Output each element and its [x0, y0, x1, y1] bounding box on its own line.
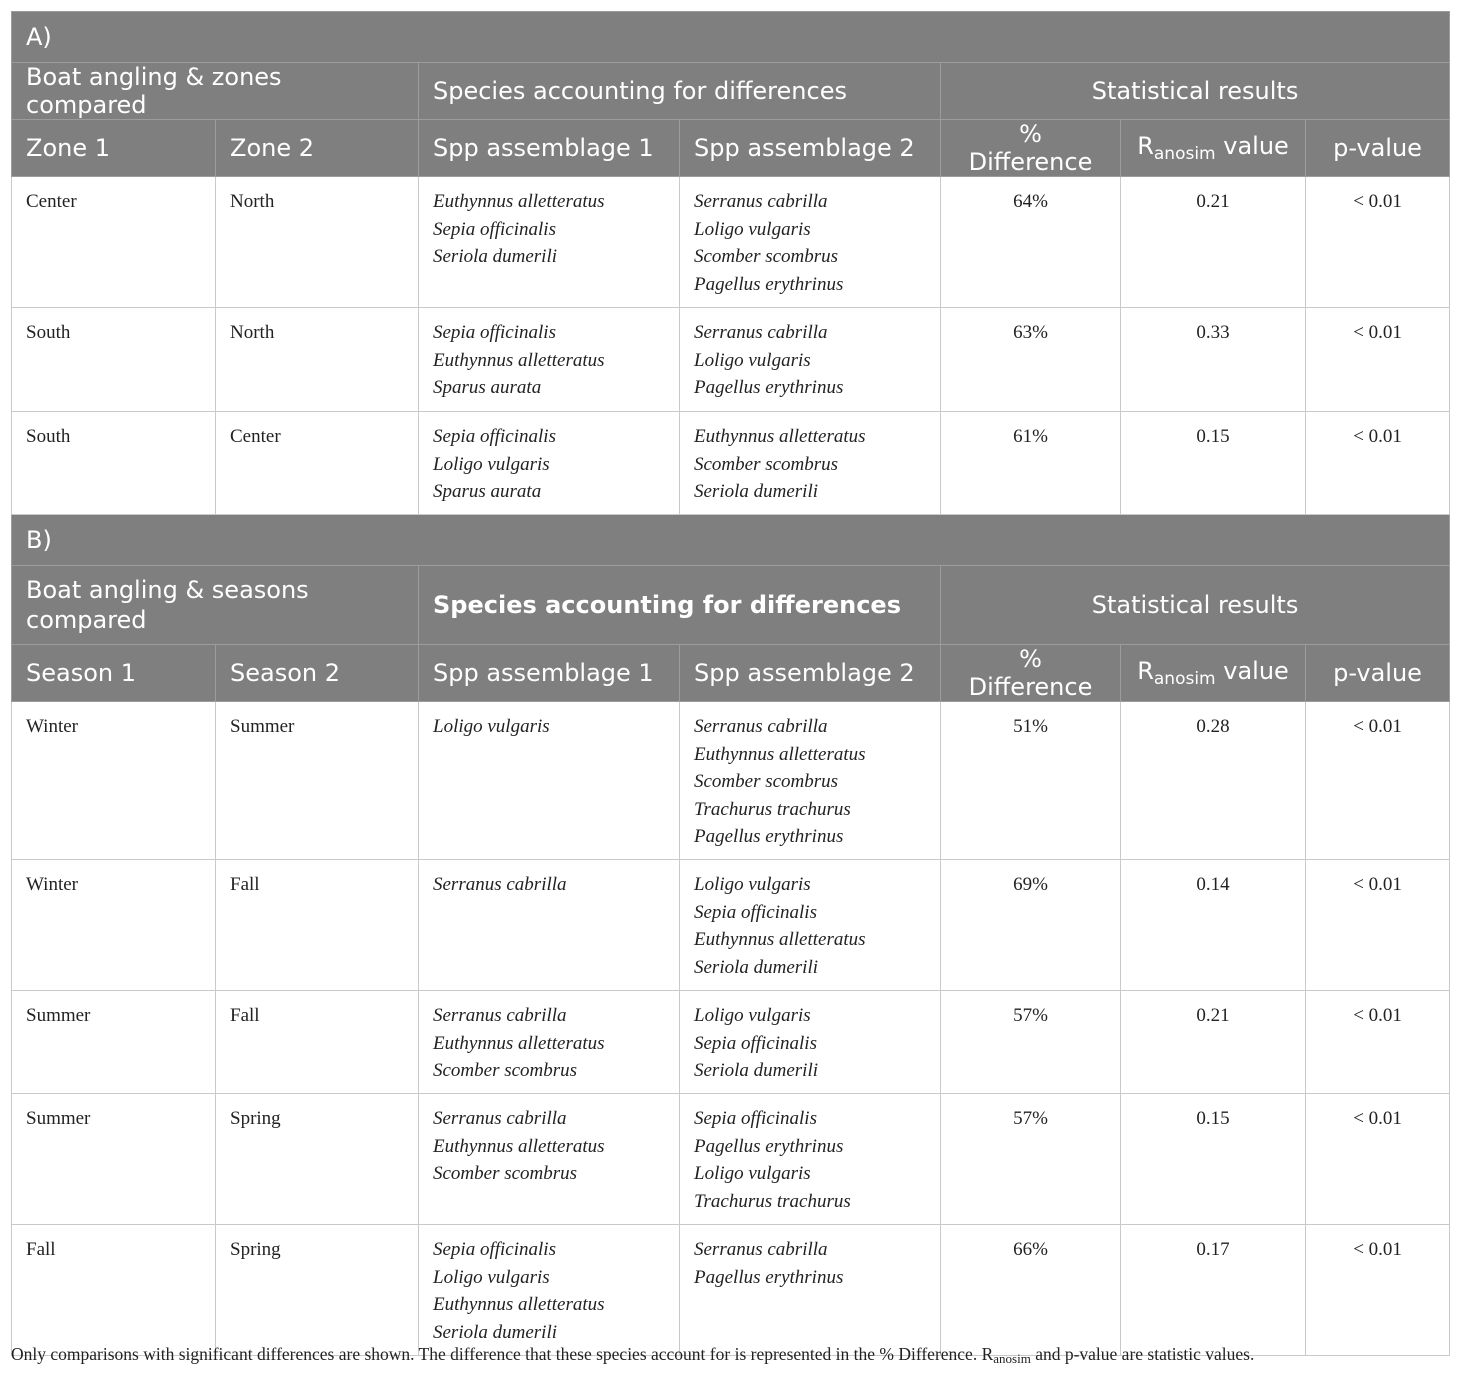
cell-ranosim: 0.15 — [1121, 412, 1306, 515]
species-name: Loligo vulgaris — [694, 1163, 811, 1184]
species-name: Euthynnus alletteratus — [694, 929, 866, 950]
cell-group-1: Center — [12, 177, 216, 308]
species-name: Scomber scombrus — [694, 453, 839, 475]
cell-spp-assemblage-1 — [419, 412, 680, 515]
species-name: Pagellus erythrinus — [694, 377, 844, 398]
species-name: Sepia officinalis — [694, 1032, 817, 1054]
section-b-label: B) — [12, 515, 1450, 566]
species-name: Serranus cabrilla — [433, 1108, 567, 1129]
group-header-species: Species accounting for differences — [419, 566, 941, 645]
species-name: Loligo vulgaris — [694, 1005, 811, 1026]
cell-spp-assemblage-2 — [680, 860, 941, 991]
cell-ranosim: 0.21 — [1121, 177, 1306, 308]
group-header-stats: Statistical results — [941, 566, 1450, 645]
col-header-ranosim: $R_{anosim}$ value — [1121, 120, 1306, 177]
cell-p-value: < 0.01 — [1306, 1225, 1450, 1356]
cell-spp-assemblage-2 — [680, 1225, 941, 1356]
cell-group-1: Fall — [12, 1225, 216, 1356]
cell-group-2: North — [216, 308, 419, 412]
cell-difference: 57% — [941, 991, 1121, 1094]
species-name: Loligo vulgaris — [433, 453, 550, 475]
species-name: Serranus cabrilla — [694, 1239, 828, 1260]
species-name: Sparus aurata — [433, 377, 542, 398]
table-row — [12, 412, 1450, 515]
results-table — [11, 11, 1450, 1356]
table-row — [12, 702, 1450, 860]
cell-spp-assemblage-1 — [419, 177, 680, 308]
cell-p-value: < 0.01 — [1306, 702, 1450, 860]
cell-group-2: Center — [216, 412, 419, 515]
group-header-species: Species accounting for differences — [419, 63, 941, 120]
species-name: Trachurus trachurus — [694, 1190, 851, 1212]
species-name: Loligo vulgaris — [433, 1266, 550, 1288]
cell-difference: 51% — [941, 702, 1121, 860]
species-name: Serranus cabrilla — [694, 191, 828, 212]
cell-spp-assemblage-2 — [680, 412, 941, 515]
cell-spp-assemblage-2 — [680, 308, 941, 412]
cell-group-2: Fall — [216, 860, 419, 991]
cell-spp-assemblage-2 — [680, 702, 941, 860]
species-name: Loligo vulgaris — [433, 716, 550, 737]
species-name: Pagellus erythrinus — [694, 273, 844, 295]
table-row — [12, 177, 1450, 308]
col-header-season-2: Season 2 — [216, 645, 419, 702]
cell-group-1: Summer — [12, 991, 216, 1094]
species-name: Seriola dumerili — [433, 1321, 558, 1343]
col-header-ranosim: $R_{anosim}$ value — [1121, 645, 1306, 702]
cell-difference: 57% — [941, 1094, 1121, 1225]
species-name: Scomber scombrus — [433, 1163, 578, 1184]
species-name: Serranus cabrilla — [694, 322, 828, 343]
species-name: Euthynnus alletteratus — [694, 426, 866, 447]
species-name: Seriola dumerili — [433, 246, 558, 267]
species-name: Sepia officinalis — [433, 218, 556, 240]
species-name: Pagellus erythrinus — [694, 1135, 844, 1157]
cell-difference: 63% — [941, 308, 1121, 412]
species-name: Euthynnus alletteratus — [433, 349, 605, 371]
cell-spp-assemblage-2 — [680, 177, 941, 308]
cell-group-2: Spring — [216, 1225, 419, 1356]
cell-group-2: Fall — [216, 991, 419, 1094]
species-name: Serranus cabrilla — [433, 874, 567, 895]
cell-group-1: South — [12, 412, 216, 515]
species-name: Euthynnus alletteratus — [433, 1294, 605, 1315]
table-row — [12, 860, 1450, 991]
species-name: Sepia officinalis — [433, 322, 556, 343]
species-name: Euthynnus alletteratus — [433, 191, 605, 212]
species-name: Scomber scombrus — [433, 1060, 578, 1081]
col-header-difference: % Difference — [941, 645, 1121, 702]
col-header-spp-2: Spp assemblage 2 — [680, 645, 941, 702]
section-b — [12, 515, 1450, 702]
cell-group-1: Summer — [12, 1094, 216, 1225]
species-name: Seriola dumerili — [694, 481, 819, 502]
cell-ranosim: 0.14 — [1121, 860, 1306, 991]
cell-spp-assemblage-1 — [419, 991, 680, 1094]
cell-ranosim: 0.17 — [1121, 1225, 1306, 1356]
cell-difference: 64% — [941, 177, 1121, 308]
section-b-rows — [12, 702, 1450, 1356]
cell-spp-assemblage-1 — [419, 702, 680, 860]
species-name: Sepia officinalis — [694, 1108, 817, 1129]
table-row — [12, 1094, 1450, 1225]
species-name: Sepia officinalis — [694, 901, 817, 923]
cell-spp-assemblage-2 — [680, 1094, 941, 1225]
cell-ranosim: 0.33 — [1121, 308, 1306, 412]
cell-p-value: < 0.01 — [1306, 1094, 1450, 1225]
species-name: Scomber scombrus — [694, 246, 839, 267]
species-name: Pagellus erythrinus — [694, 826, 844, 847]
cell-p-value: < 0.01 — [1306, 991, 1450, 1094]
cell-group-2: North — [216, 177, 419, 308]
cell-spp-assemblage-1 — [419, 308, 680, 412]
cell-difference: 66% — [941, 1225, 1121, 1356]
table-footnote: Only comparisons with significant differences are shown. The difference that these species account for is represented in the % Difference. $R_{anosim}$ and p-value are statistic values. — [11, 1344, 1255, 1366]
species-name: Sepia officinalis — [433, 426, 556, 447]
cell-difference: 69% — [941, 860, 1121, 991]
col-header-zone-1: Zone 1 — [12, 120, 216, 177]
species-name: Seriola dumerili — [694, 1060, 819, 1081]
group-header-compare: Boat angling & zones compared — [12, 63, 419, 120]
table-row — [12, 1225, 1450, 1356]
col-header-p-value: p-value — [1306, 645, 1450, 702]
species-name: Loligo vulgaris — [694, 218, 811, 240]
group-header-compare: Boat angling & seasons compared — [12, 566, 419, 645]
cell-difference: 61% — [941, 412, 1121, 515]
cell-p-value: < 0.01 — [1306, 860, 1450, 991]
cell-group-1: South — [12, 308, 216, 412]
cell-spp-assemblage-1 — [419, 1225, 680, 1356]
table-row — [12, 991, 1450, 1094]
species-name: Serranus cabrilla — [694, 716, 828, 737]
col-header-season-1: Season 1 — [12, 645, 216, 702]
species-name: Loligo vulgaris — [694, 349, 811, 371]
species-name: Trachurus trachurus — [694, 798, 851, 820]
cell-spp-assemblage-1 — [419, 1094, 680, 1225]
section-a-rows — [12, 177, 1450, 515]
table-row — [12, 308, 1450, 412]
species-name: Euthynnus alletteratus — [433, 1135, 605, 1157]
col-header-p-value: p-value — [1306, 120, 1450, 177]
species-name: Euthynnus alletteratus — [433, 1032, 605, 1054]
cell-spp-assemblage-1 — [419, 860, 680, 991]
col-header-difference: % Difference — [941, 120, 1121, 177]
group-header-stats: Statistical results — [941, 63, 1450, 120]
species-name: Serranus cabrilla — [433, 1005, 567, 1026]
cell-group-1: Winter — [12, 702, 216, 860]
section-a-label: A) — [12, 12, 1450, 63]
species-name: Sparus aurata — [433, 481, 542, 502]
species-name: Pagellus erythrinus — [694, 1266, 844, 1288]
species-name: Sepia officinalis — [433, 1239, 556, 1260]
cell-group-1: Winter — [12, 860, 216, 991]
species-name: Scomber scombrus — [694, 771, 839, 792]
cell-p-value: < 0.01 — [1306, 412, 1450, 515]
species-name: Loligo vulgaris — [694, 874, 811, 895]
species-name: Euthynnus alletteratus — [694, 743, 866, 765]
cell-ranosim: 0.15 — [1121, 1094, 1306, 1225]
section-a — [12, 12, 1450, 177]
col-header-spp-1: Spp assemblage 1 — [419, 645, 680, 702]
species-name: Seriola dumerili — [694, 956, 819, 978]
cell-spp-assemblage-2 — [680, 991, 941, 1094]
col-header-zone-2: Zone 2 — [216, 120, 419, 177]
cell-p-value: < 0.01 — [1306, 177, 1450, 308]
cell-ranosim: 0.28 — [1121, 702, 1306, 860]
col-header-spp-1: Spp assemblage 1 — [419, 120, 680, 177]
cell-group-2: Spring — [216, 1094, 419, 1225]
cell-group-2: Summer — [216, 702, 419, 860]
col-header-spp-2: Spp assemblage 2 — [680, 120, 941, 177]
cell-ranosim: 0.21 — [1121, 991, 1306, 1094]
cell-p-value: < 0.01 — [1306, 308, 1450, 412]
